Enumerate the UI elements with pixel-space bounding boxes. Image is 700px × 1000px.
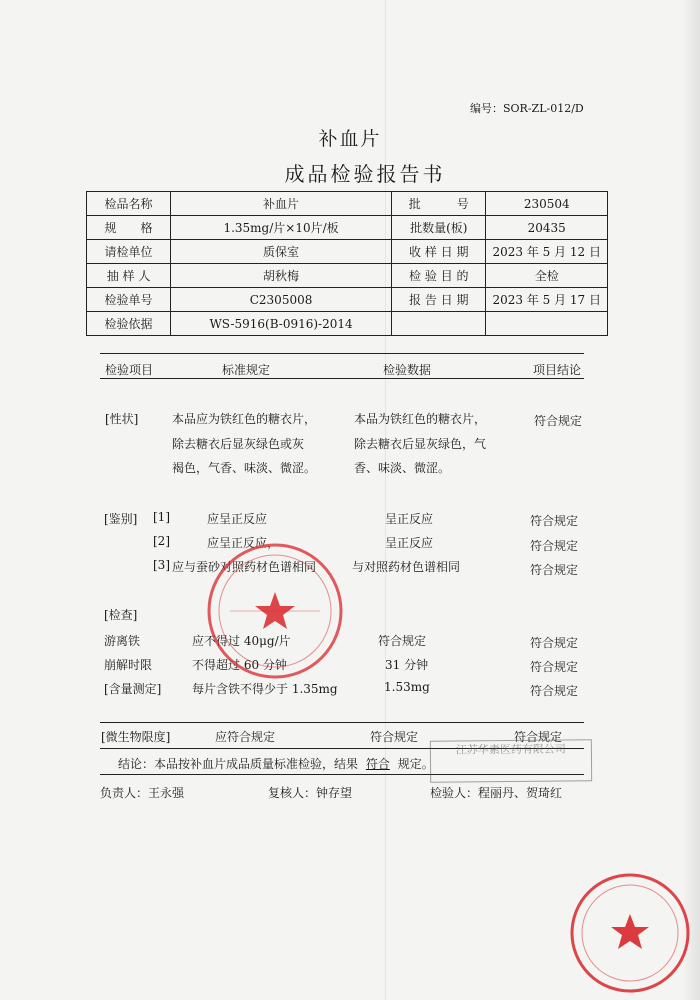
inspection-data: 符合规定	[378, 634, 427, 648]
microbial-data: 符合规定	[370, 730, 419, 744]
appearance-standard-line: 除去糖衣后显灰绿色或灰	[172, 437, 305, 451]
column-standard-header: 标准规定	[222, 363, 271, 377]
appearance-result: 符合规定	[534, 414, 583, 428]
responsible-signature: 负责人：王永强	[100, 786, 185, 800]
test-no-value: C2305008	[171, 288, 392, 312]
inspection-standard: 不得超过 60 分钟	[192, 658, 287, 672]
appearance-standard-line: 褐色，气香、味淡、微涩。	[172, 461, 317, 475]
box-stamp-text: 江苏华素医药有限公司	[455, 742, 566, 757]
header-row	[87, 312, 608, 336]
sample-date-label: 收 样 日 期	[392, 240, 486, 264]
conclusion-line	[118, 755, 434, 772]
qc-red-seal	[565, 868, 695, 998]
requester-value: 质保室	[171, 240, 392, 264]
sampler-value: 胡秋梅	[171, 264, 392, 288]
qa-red-seal	[200, 536, 350, 686]
sampler-label: 抽 样 人	[87, 264, 171, 288]
appearance-standard-line: 本品应为铁红色的糖衣片，	[172, 412, 317, 426]
identification-label: [鉴别]	[104, 512, 138, 526]
inspector-signature: 检验人：程丽丹、贺琦红	[430, 786, 563, 800]
spec-value: 1.35mg/片×10片/板	[171, 216, 392, 240]
batch-qty-value: 20435	[486, 216, 608, 240]
identification-data: 呈正反应	[385, 536, 434, 550]
identification-standard: 应与蚕砂对照药材色谱相同	[172, 560, 317, 574]
seal-star-icon	[611, 914, 649, 949]
appearance-data-line: 除去糖衣后显灰绿色，气	[354, 437, 487, 451]
report-date-label: 报 告 日 期	[392, 288, 486, 312]
spec-label: 规 格	[87, 216, 171, 240]
requester-label: 请检单位	[87, 240, 171, 264]
inspection-result: 符合规定	[530, 636, 579, 650]
microbial-standard: 应符合规定	[215, 730, 276, 744]
product-name-label: 检品名称	[87, 192, 171, 216]
report-title: 成品检验报告书	[284, 162, 446, 186]
column-conclusion-header: 项目结论	[533, 363, 582, 377]
inspection-data: 31 分钟	[385, 658, 429, 672]
identification-no: [1]	[153, 510, 170, 524]
sample-date-value: 2023 年 5 月 12 日	[486, 240, 608, 264]
assay-label: [含量测定]	[104, 682, 162, 696]
appearance-data-line: 香、味淡、微涩。	[354, 461, 451, 475]
test-no-label: 检验单号	[87, 288, 171, 312]
identification-data: 与对照药材色谱相同	[352, 560, 461, 574]
column-item-header: 检验项目	[105, 363, 154, 377]
purpose-value: 全检	[486, 264, 608, 288]
identification-no: [2]	[153, 534, 170, 548]
empty-cell	[486, 312, 608, 336]
inspection-result: 符合规定	[530, 660, 579, 674]
batch-label: 批 号	[392, 192, 486, 216]
inspection-result: 符合规定	[530, 684, 579, 698]
header-info-table	[86, 191, 608, 336]
header-row	[87, 192, 608, 216]
inspection-standard: 每片含铁不得少于 1.35mg	[192, 682, 338, 696]
report-date-value: 2023 年 5 月 17 日	[486, 288, 608, 312]
header-row	[87, 216, 608, 240]
column-data-header: 检验数据	[383, 363, 432, 377]
identification-standard: 应呈正反应	[207, 512, 268, 526]
microbial-result: 符合规定	[514, 730, 563, 744]
basis-label: 检验依据	[87, 312, 171, 336]
identification-no: [3]	[153, 558, 170, 572]
batch-qty-label: 批数量(板)	[392, 216, 486, 240]
inspection-standard: 应不得过 40μg/片	[192, 634, 291, 648]
document-number: 编号：SOR-ZL-012/D	[470, 102, 584, 115]
conclusion-value: 符合	[365, 757, 390, 771]
identification-result: 符合规定	[530, 539, 579, 553]
inspection-label: [检查]	[104, 608, 138, 622]
empty-cell	[392, 312, 486, 336]
basis-value: WS-5916(B-0916)-2014	[171, 312, 392, 336]
identification-result: 符合规定	[530, 514, 579, 528]
inspection-item: 游离铁	[104, 634, 141, 648]
company-box-stamp	[430, 739, 592, 782]
identification-result: 符合规定	[530, 563, 579, 577]
purpose-label: 检 验 目 的	[392, 264, 486, 288]
header-row	[87, 264, 608, 288]
header-row	[87, 288, 608, 312]
reviewer-signature: 复核人：钟存望	[268, 786, 353, 800]
microbial-top-rule	[100, 722, 584, 723]
column-header-bottom-rule	[100, 378, 584, 379]
conclusion-suffix: 规定。	[397, 757, 434, 771]
product-name-value: 补血片	[171, 192, 392, 216]
microbial-label: [微生物限度]	[101, 730, 171, 744]
inspection-data: 1.53mg	[384, 680, 430, 694]
product-title: 补血片	[318, 128, 382, 150]
appearance-label: [性状]	[105, 412, 139, 426]
identification-standard: 应呈正反应，	[207, 536, 280, 550]
column-header-top-rule	[100, 353, 584, 354]
batch-value: 230504	[486, 192, 608, 216]
inspection-item: 崩解时限	[104, 658, 153, 672]
conclusion-prefix: 结论：本品按补血片成品质量标准检验，结果	[118, 757, 359, 771]
header-row	[87, 240, 608, 264]
appearance-data-line: 本品为铁红色的糖衣片，	[354, 412, 487, 426]
identification-data: 呈正反应	[385, 512, 434, 526]
